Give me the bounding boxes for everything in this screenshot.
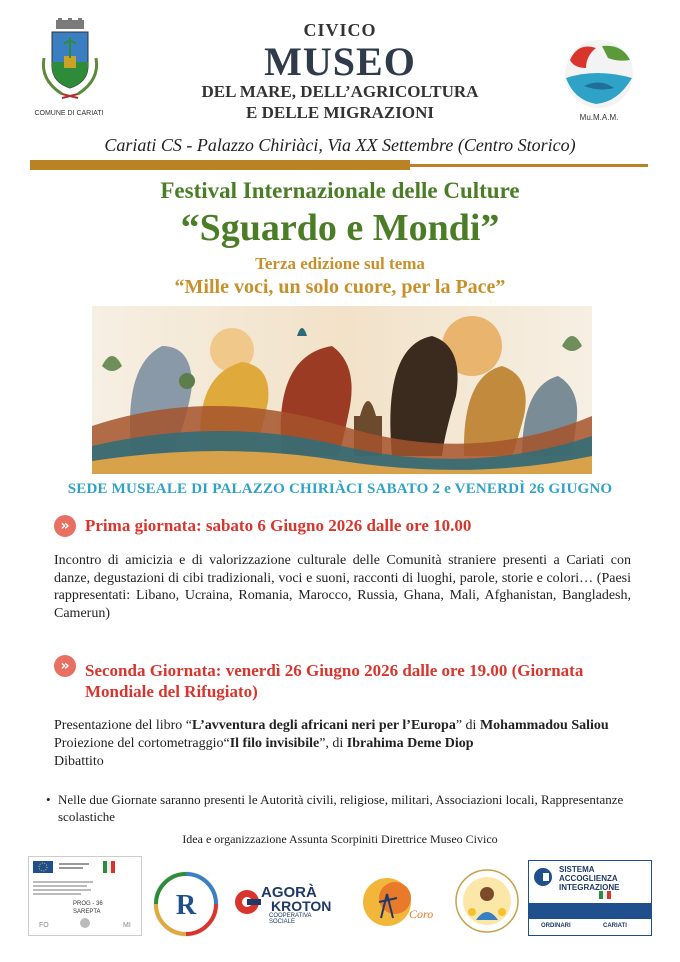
film-title: Il filo invisibile xyxy=(229,736,320,751)
sunflower-association-logo xyxy=(454,868,520,934)
film-screening-line: Proiezione del cortometraggio“Il filo invisibile”, di Ibrahima Deme Diop xyxy=(54,736,474,751)
sarepta-label: SAREPTA xyxy=(73,909,101,915)
sai-ordinari: ORDINARI xyxy=(541,923,571,929)
agora-text: AGORÀ xyxy=(261,884,317,901)
crest-caption: COMUNE DI CARIATI xyxy=(34,110,104,117)
day1-heading: Prima giornata: sabato 6 Giugno 2026 dalle ore 10.00 xyxy=(85,516,472,535)
double-chevron-icon: » xyxy=(54,515,76,537)
festival-edition: Terza edizione sul tema xyxy=(255,254,425,273)
day2-program xyxy=(54,717,634,771)
coop-text: COOPERATIVA SOCIALE xyxy=(269,913,312,925)
festival-name: “Sguardo e Mondi” xyxy=(180,207,500,249)
kroton-text: KROTON xyxy=(271,898,332,914)
civico-heading: CIVICO xyxy=(303,20,377,40)
venue-heading: SEDE MUSEALE DI PALAZZO CHIRIÀCI SABATO 2 e VENERDÌ 26 GIUGNO xyxy=(67,481,613,497)
museum-subtitle-line1: DEL MARE, DELL’AGRICOLTURA xyxy=(201,82,479,101)
agora-kroton-logo xyxy=(233,882,337,925)
book-title: L’avventura degli africani neri per l’Europa xyxy=(192,718,456,733)
svg-text:R: R xyxy=(175,890,197,921)
double-chevron-icon: » xyxy=(54,655,76,677)
sai-cariati: CARIATI xyxy=(603,923,627,929)
day1-description: Incontro di amicizia e di valorizzazione culturale delle Comunità straniere presenti a Cariati con danze, degustazioni di cibi tradizionali, voci e suoni, racconti di luoghi, parole, storie e colori… (Paesi rappresentati: Libano, Ucraina, Romania, Marocco, Russia, Ghana, Mali, Afghanistan, Bangladesh, Camerun) xyxy=(54,553,631,621)
fami-funding-logo xyxy=(28,856,142,936)
organizer-credits: Idea e organizzazione Assunta Scorpiniti Direttrice Museo Civico xyxy=(182,832,498,846)
film-director: Ibrahima Deme Diop xyxy=(346,736,474,751)
debate-line: Dibattito xyxy=(54,754,104,769)
festival-title: Festival Internazionale delle Culture xyxy=(160,178,520,203)
museo-heading: MUSEO xyxy=(264,39,416,84)
festival-theme: “Mille voci, un solo cuore, per la Pace” xyxy=(174,276,506,298)
dance-group-logo xyxy=(351,874,439,930)
sai-logo xyxy=(528,860,652,936)
cultura-lingua-logo xyxy=(150,868,222,940)
sai-name: SISTEMA ACCOGLIENZA INTEGRAZIONE xyxy=(559,865,620,892)
svg-text:Coro: Coro xyxy=(409,907,434,921)
svg-text:FO: FO xyxy=(39,922,49,929)
mumam-caption: Mu.M.A.M. xyxy=(579,113,619,122)
svg-text:MI: MI xyxy=(123,922,131,929)
museum-address: Cariati CS - Palazzo Chiriàci, Via XX Settembre (Centro Storico) xyxy=(104,135,576,155)
day2-heading: Seconda Giornata: venerdì 26 Giugno 2026 dalle ore 19.00 (Giornata Mondiale del Rifugiato) xyxy=(85,661,584,701)
cultures-illustration xyxy=(92,306,592,474)
museum-subtitle-line2: E DELLE MIGRAZIONI xyxy=(246,103,434,122)
prog-number: PROG - 36 xyxy=(73,901,103,907)
book-presentation-line: Presentazione del libro “L’avventura degli africani neri per l’Europa” di Mohammadou Saliou xyxy=(54,718,609,733)
book-author: Mohammadou Saliou xyxy=(479,718,609,733)
bullet-icon: • xyxy=(46,792,51,807)
header-divider xyxy=(30,160,648,172)
